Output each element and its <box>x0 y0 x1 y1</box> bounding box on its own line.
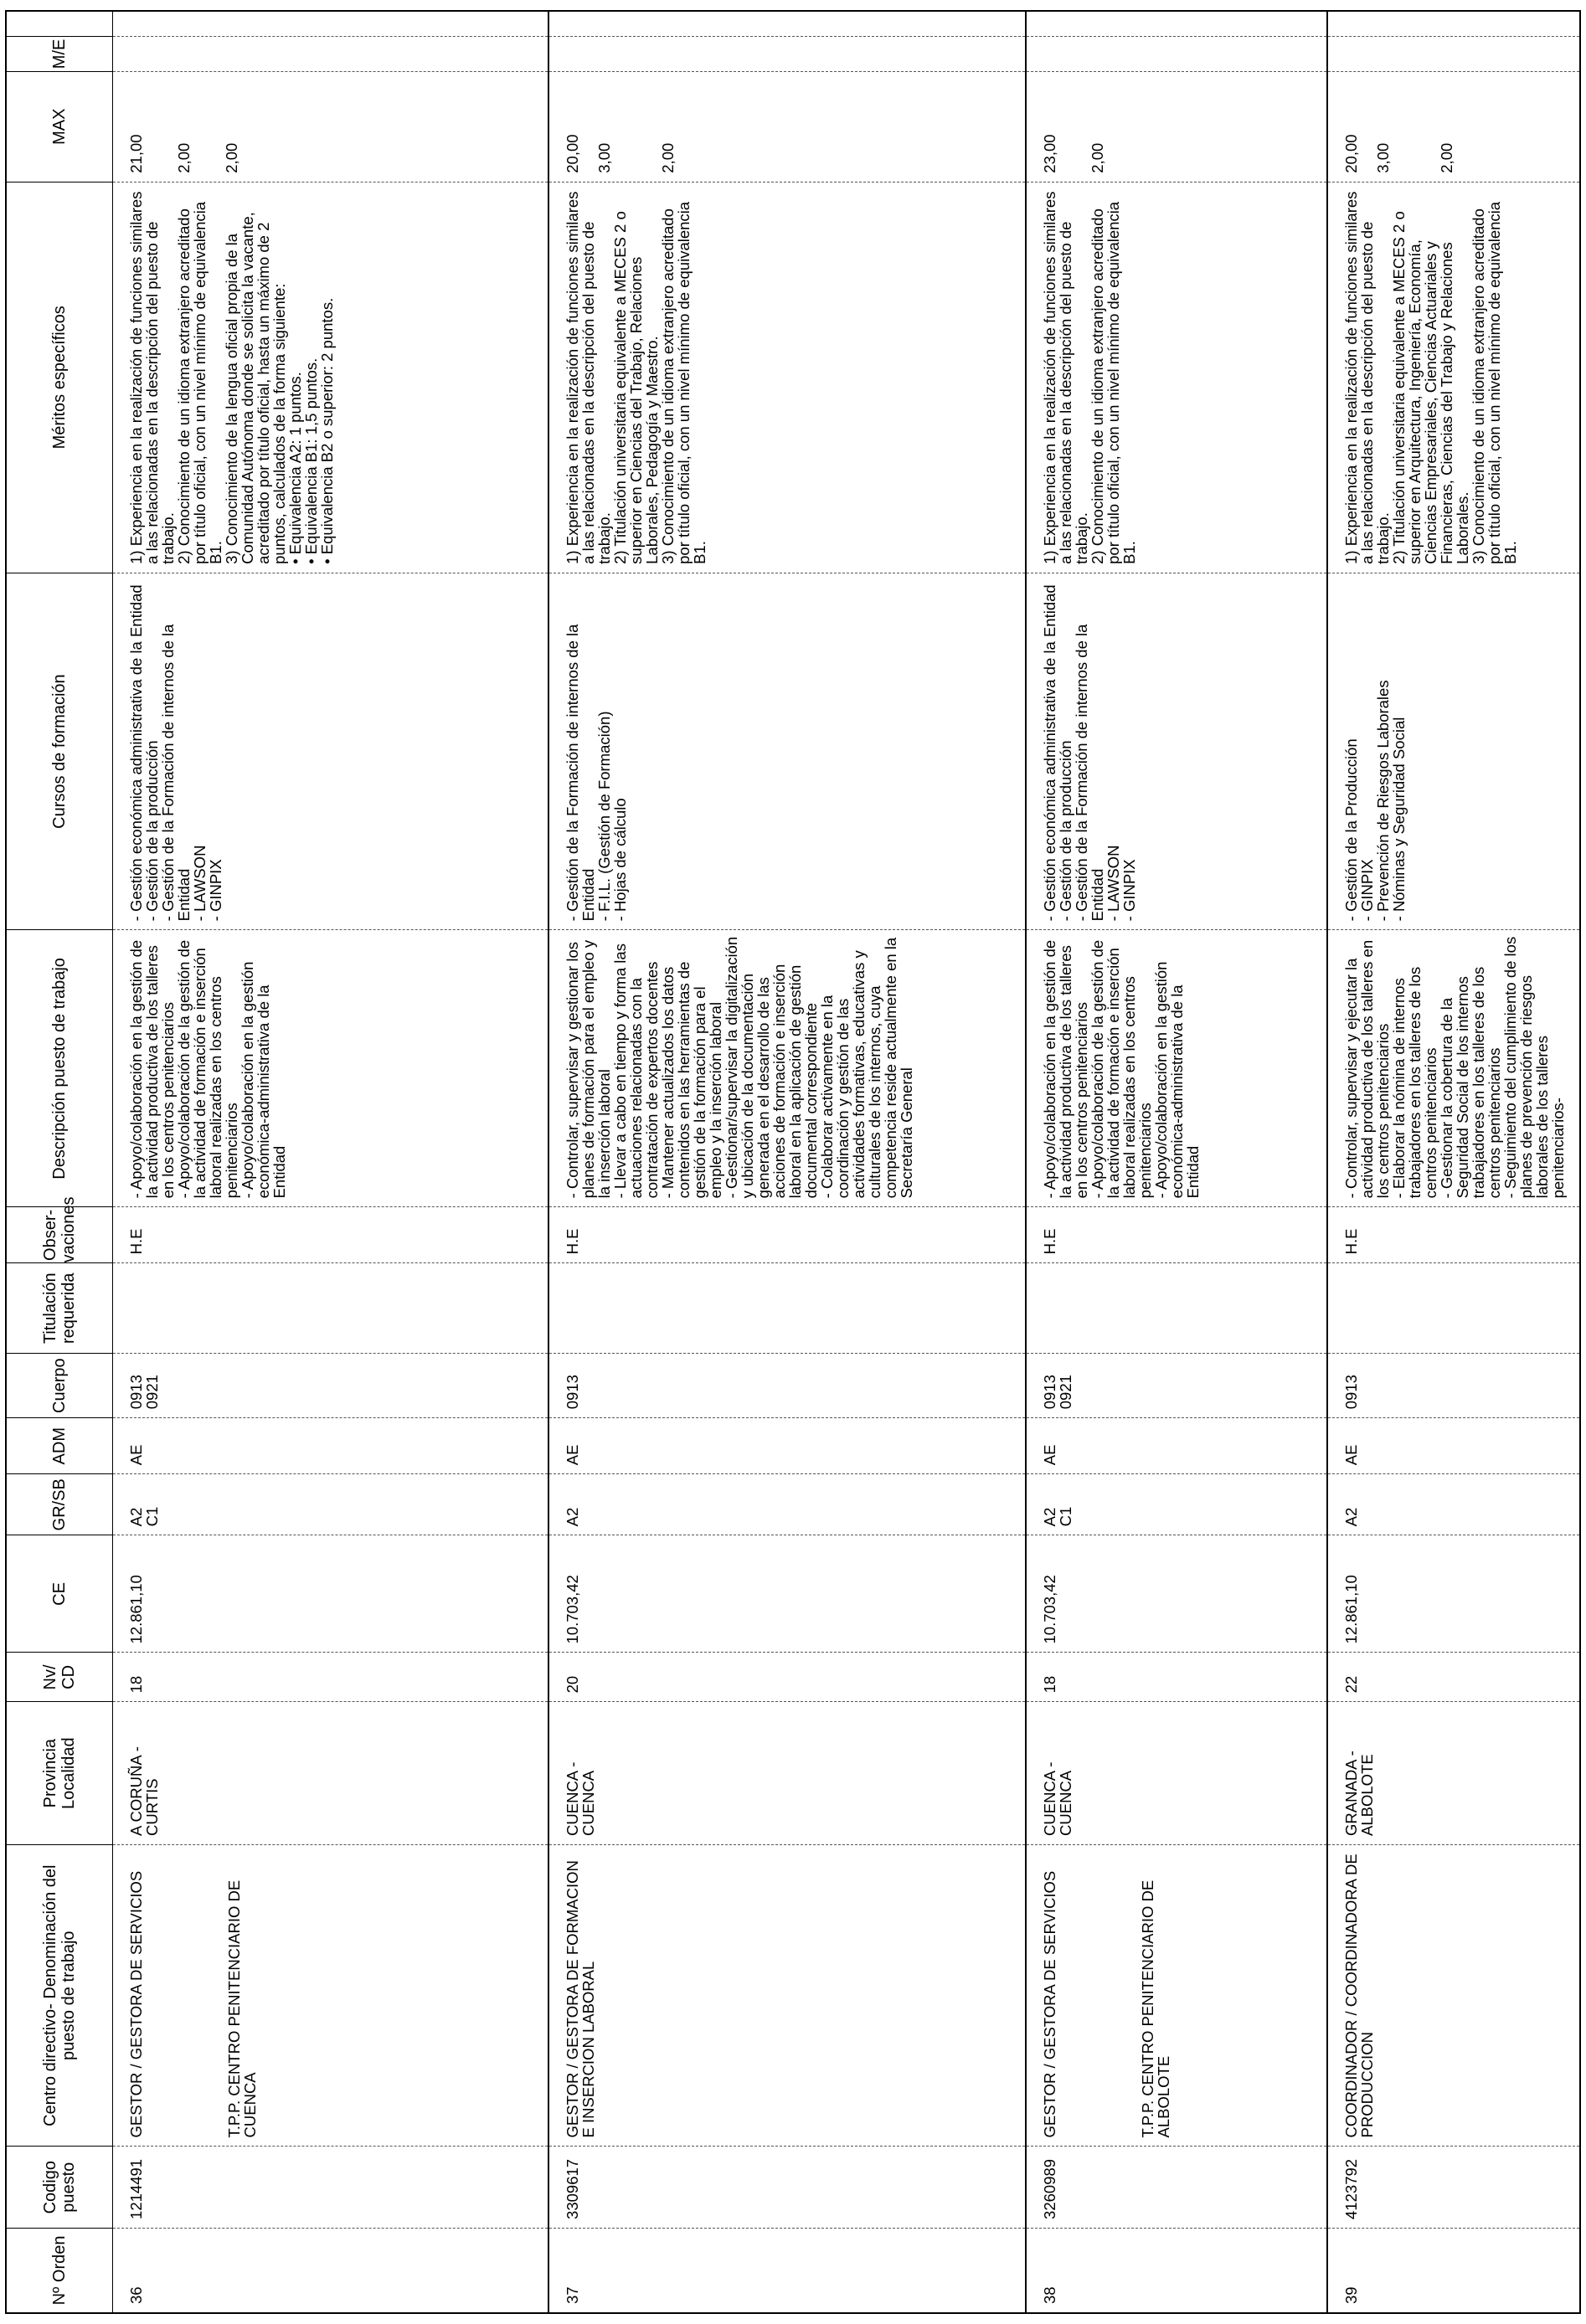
cell-blank <box>1327 11 1581 37</box>
table-row <box>1026 11 1327 2313</box>
header-grsb: GR/SB <box>6 1474 113 1535</box>
cell-cuerpo: 0913 0921 <box>1026 1354 1327 1418</box>
cell-centro <box>548 1844 1026 2147</box>
cell-max <box>1327 71 1581 182</box>
header-me: M/E <box>6 37 113 72</box>
max-value: 3,00 <box>595 142 613 173</box>
cell-nvcd: 18 <box>113 1653 548 1702</box>
header-adm: ADM <box>6 1418 113 1474</box>
cell-grsb: A2 C1 <box>113 1474 548 1535</box>
cell-adm: AE <box>113 1418 548 1474</box>
cell-me <box>113 37 548 72</box>
max-value: 20,00 <box>563 134 581 173</box>
cell-nvcd: 18 <box>1026 1653 1327 1702</box>
max-value <box>1423 77 1439 173</box>
cell-orden: 39 <box>1327 2228 1581 2313</box>
cell-orden: 38 <box>1026 2228 1327 2313</box>
cell-nvcd: 22 <box>1327 1653 1581 1702</box>
max-value <box>644 77 660 173</box>
cell-nvcd: 20 <box>548 1653 1026 1702</box>
cell-adm: AE <box>1026 1418 1327 1474</box>
header-ce: CE <box>6 1535 113 1653</box>
cell-observaciones: H.E <box>113 1207 548 1263</box>
table-row <box>1327 11 1581 2313</box>
max-value <box>1359 77 1375 173</box>
cell-titulacion <box>548 1263 1026 1354</box>
max-value: 23,00 <box>1040 134 1058 173</box>
cell-codigo: 3309617 <box>548 2147 1026 2228</box>
cell-observaciones: H.E <box>548 1207 1026 1263</box>
cell-observaciones: H.E <box>1327 1207 1581 1263</box>
max-value <box>1391 77 1407 173</box>
cell-grsb: A2 C1 <box>1026 1474 1327 1535</box>
header-titulacion: Titulación requerida <box>6 1263 113 1354</box>
cell-blank <box>113 11 548 37</box>
header-descripcion: Descripción puesto de trabajo <box>6 930 113 1207</box>
header-provincia: Provincia Localidad <box>6 1702 113 1845</box>
job-title: COORDINADOR / COORDINADORA DE PRODUCCION <box>1341 1854 1376 2138</box>
header-blank <box>6 11 113 37</box>
cell-orden: 37 <box>548 2228 1026 2313</box>
cell-grsb: A2 <box>1327 1474 1581 1535</box>
header-observaciones: Obser- vaciones <box>6 1207 113 1263</box>
cell-centro <box>1026 1844 1327 2147</box>
cell-provincia: CUENCA - CUENCA <box>548 1702 1026 1845</box>
job-title: GESTOR / GESTORA DE SERVICIOS <box>127 1870 145 2138</box>
header-max: MAX <box>6 71 113 182</box>
cell-cursos: - Gestión de la Formación de internos de la Entidad - F.I.L. (Gestión de Formación) - Hojas de cálculo <box>548 573 1026 930</box>
max-value: 2,00 <box>1088 142 1106 173</box>
cell-adm: AE <box>548 1418 1026 1474</box>
header-codigo: Codigo puesto <box>6 2147 113 2228</box>
cell-me <box>548 37 1026 72</box>
max-value: 3,00 <box>1373 142 1392 173</box>
max-value <box>160 77 176 173</box>
max-value: 2,00 <box>175 142 193 173</box>
max-value <box>1407 77 1423 173</box>
max-value <box>144 77 160 173</box>
job-title: GESTOR / GESTORA DE FORMACION E INSERCION LABORAL <box>563 1860 597 2138</box>
header-nvcd: Nv/ CD <box>6 1653 113 1702</box>
cell-codigo: 3260989 <box>1026 2147 1327 2228</box>
max-value <box>612 77 628 173</box>
cell-meritos: 1) Experiencia en la realización de funciones similares a las relacionadas en la descripción del puesto de trabajo. 2) Titulación universitaria equivalente a MECES 2 o superior en Ciencias del Trabajo, Relaciones Laborales, Pedagogía y Maestro. 3) Conocimiento de un idioma extranjero acreditado por título oficial, con un nivel mínimo de equivalencia B1. <box>548 182 1026 573</box>
job-positions-table <box>5 10 1581 2314</box>
cell-ce: 12.861,10 <box>113 1535 548 1653</box>
max-value: 2,00 <box>1437 142 1455 173</box>
cell-descripcion: - Apoyo/colaboración en la gestión de la actividad productiva de los talleres en los centros penitenciarios - Apoyo/colaboración de la gestión de la actividad de formación e inserción laboral realizadas en los centros penitenciarios - Apoyo/colaboración en la gestión económica-administrativa de la Entidad <box>1026 930 1327 1207</box>
cell-blank <box>548 11 1026 37</box>
cell-titulacion <box>113 1263 548 1354</box>
header-orden: Nº Orden <box>6 2228 113 2313</box>
max-value: 21,00 <box>127 134 145 173</box>
max-value <box>1074 77 1089 173</box>
max-value <box>628 77 644 173</box>
cell-centro <box>1327 1844 1581 2147</box>
cell-ce: 10.703,42 <box>1026 1535 1327 1653</box>
cell-codigo: 1214491 <box>113 2147 548 2228</box>
cell-cursos: - Gestión económica administrativa de la Entidad - Gestión de la producción - Gestión de la Formación de internos de la Entidad - LAWSON - GINPIX <box>1026 573 1327 930</box>
table-row <box>113 11 548 2313</box>
cell-cuerpo: 0913 <box>1327 1354 1581 1418</box>
cell-max <box>113 71 548 182</box>
cell-ce: 10.703,42 <box>548 1535 1026 1653</box>
cell-meritos: 1) Experiencia en la realización de funciones similares a las relacionadas en la descripción del puesto de trabajo. 2) Titulación universitaria equivalente a MECES 2 o superior en Arquitectura, Ingeniería, Economía, Ciencias Empresariales, Ciencias Actuariales y Financieras, Ciencias del Trabajo y Relaciones Laborales. 3) Conocimiento de un idioma extranjero acreditado por título oficial, con un nivel mínimo de equivalencia B1. <box>1327 182 1581 573</box>
cell-adm: AE <box>1327 1418 1581 1474</box>
cell-orden: 36 <box>113 2228 548 2313</box>
cell-cursos: - Gestión económica administrativa de la Entidad - Gestión de la producción - Gestión de la Formación de internos de la Entidad - LAWSON - GINPIX <box>113 573 548 930</box>
max-value <box>1058 77 1074 173</box>
max-value: 2,00 <box>223 142 240 173</box>
cell-blank <box>1026 11 1327 37</box>
table-row <box>548 11 1026 2313</box>
cell-titulacion <box>1026 1263 1327 1354</box>
cell-provincia: GRANADA - ALBOLOTE <box>1327 1702 1581 1845</box>
cell-provincia: CUENCA - CUENCA <box>1026 1702 1327 1845</box>
cell-descripcion: - Apoyo/colaboración en la gestión de la actividad productiva de los talleres en los centros penitenciarios - Apoyo/colaboración de la gestión de la actividad de formación e inserción laboral realizadas en los centros penitenciarios - Apoyo/colaboración en la gestión económica-administrativa de la Entidad <box>113 930 548 1207</box>
cell-observaciones: H.E <box>1026 1207 1327 1263</box>
cell-meritos: 1) Experiencia en la realización de funciones similares a las relacionadas en la descripción del puesto de trabajo. 2) Conocimiento de un idioma extranjero acreditado por título oficial, con un nivel mínimo de equivalencia B1. <box>1026 182 1327 573</box>
cell-titulacion <box>1327 1263 1581 1354</box>
max-value <box>580 77 596 173</box>
cell-cuerpo: 0913 <box>548 1354 1026 1418</box>
cell-centro <box>113 1844 548 2147</box>
cell-descripcion: - Controlar, supervisar y gestionar los planes de formación para el empleo y la inserción laboral - Llevar a cabo en tiempo y forma las actuaciones relacionadas con la contratación de expertos docentes - Mantener actualizados los datos contenidos en las herramientas de gestión de la formación para el empleo y la inserción laboral - Gestionar/supervisar la digitalización y ubicación de la documentación generada en el desarrollo de las acciones de formación e inserción laboral en la aplicación de gestión documental correspondiente - Colaborar activamente en la coordinación y gestión de las actividades formativas, educativas y culturales de los internos, cuya competencia reside actualmente en la Secretaría General <box>548 930 1026 1207</box>
next-center-label: T.P.P. CENTRO PENITENCIARIO DE CUENCA <box>225 1879 259 2138</box>
max-value <box>192 77 208 173</box>
next-center-label: T.P.P. CENTRO PENITENCIARIO DE ALBOLOTE <box>1138 1879 1172 2138</box>
cell-grsb: A2 <box>548 1474 1026 1535</box>
cell-me <box>1026 37 1327 72</box>
cell-max <box>1026 71 1327 182</box>
cell-provincia: A CORUÑA - CURTIS <box>113 1702 548 1845</box>
max-value: 2,00 <box>658 142 677 173</box>
table-header-row <box>6 11 113 2313</box>
max-value: 20,00 <box>1341 134 1360 173</box>
cell-codigo: 4123792 <box>1327 2147 1581 2228</box>
cell-cursos: - Gestión de la Producción - GINPIX - Prevención de Riesgos Laborales - Nóminas y Seguridad Social <box>1327 573 1581 930</box>
header-meritos: Méritos específicos <box>6 182 113 573</box>
max-value <box>208 77 224 173</box>
job-title: GESTOR / GESTORA DE SERVICIOS <box>1040 1870 1058 2138</box>
cell-cuerpo: 0913 0921 <box>113 1354 548 1418</box>
cell-descripcion: - Controlar, supervisar y ejecutar la actividad productiva de los talleres en los centros penitenciarios - Elaborar la nómina de internos trabajadores en los talleres de los centros penitenciarios - Gestionar la cobertura de la Seguridad Social de los internos trabajadores en los talleres de los centros penitenciarios - Seguimiento del cumplimiento de los planes de prevención de riesgos laborales de los talleres penitenciarios- <box>1327 930 1581 1207</box>
cell-ce: 12.861,10 <box>1327 1535 1581 1653</box>
cell-max <box>548 71 1026 182</box>
cell-me <box>1327 37 1581 72</box>
header-cursos: Cursos de formación <box>6 573 113 930</box>
cell-meritos: 1) Experiencia en la realización de funciones similares a las relacionadas en la descripción del puesto de trabajo. 2) Conocimiento de un idioma extranjero acreditado por título oficial, con un nivel mínimo de equivalencia B1. 3) Conocimiento de la lengua oficial propia de la Comunidad Autónoma donde se solicita la vacante, acreditado por título oficial, hasta un máximo de 2 puntos, calculados de la forma siguiente: • Equivalencia A2: 1 puntos. • Equivalencia B1: 1,5 puntos. • Equivalencia B2 o superior: 2 puntos. <box>113 182 548 573</box>
header-cuerpo: Cuerpo <box>6 1354 113 1418</box>
header-centro: Centro directivo- Denominación del puesto de trabajo <box>6 1844 113 2147</box>
